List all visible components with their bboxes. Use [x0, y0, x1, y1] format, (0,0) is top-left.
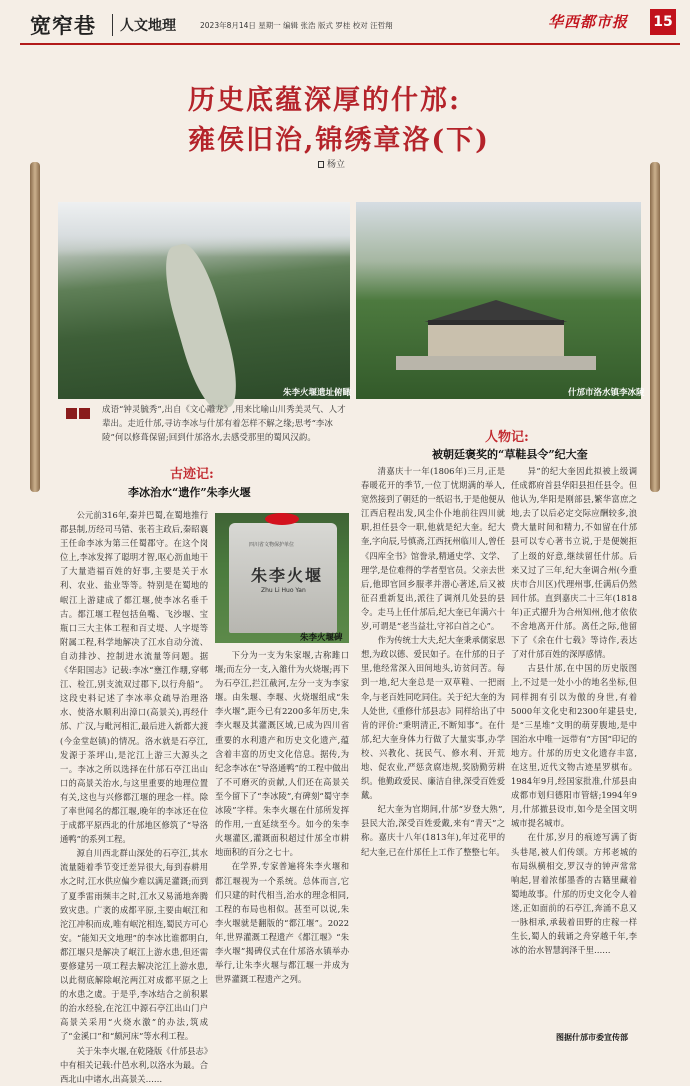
paper-name: 华西都市报	[548, 13, 629, 31]
photo-mist	[58, 202, 350, 257]
section-title-left: 李冰治水“遗作”朱李火堰	[128, 486, 251, 499]
caption-weir-aerial: 朱李火堰遗址俯瞰	[283, 388, 352, 398]
column-3-para-2: 作为传统士大夫,纪大奎秉承儒家思想,为政以德、爱民如子。在什邡的日子里,他经常深入田间地头,访贫问苦。每到一地,纪大奎总是一双草鞋、一把雨伞,与老百姓同吃同住。关于纪大奎的为人处世,《重修什邡县志》同样给出了中肯的评价:“秉明清正,不断知事”。在什邡,纪大奎身体力行做了大量实事,办学校、兴教化、抚民气、修水利、开荒地、促农业,严惩贪腐违规,奖励勤劳耕织。他勤政爱民、廉洁自律,深受百姓爱戴。	[361, 635, 505, 801]
intro-paragraph: 成语“钟灵毓秀”,出自《文心雕龙》,用来比喻山川秀美灵气、人才辈出。走近什邡,寻访李冰与什邡有着怎样不解之缘;思考“李冰陵”何以修葺保留;回到什邡洛水,去感受那里的蜀风汉韵。	[102, 405, 346, 443]
photo-li-bing-tomb	[356, 202, 641, 399]
column-2	[215, 648, 349, 1032]
column-4-para-3: 在什邡,岁月的痕迹写满了街头巷尾,被人们传颂。方邦老城的布局纵横相交,罗汉寺的钟声常常响起,冒着浓郁墨香的古籍里藏着蜀地故事。什邡的历史文化令人着迷,正如面前的石亭江,奔涌不息又一脉相承,承载着田野的庄稼一样生长,蜀人的载诵之舟穿越千年,李冰的治水智慧润泽千里……	[511, 832, 637, 956]
column-4-para-1: 异”的纪大奎因此拟被上级调任成都府首县华阳县担任县令。但他认为,华阳是刚部县,繁华富庶之地,去了以后必定交际应酬较多,浪费大量时间和精力,不如留在什邡县可以专心著书立说,于是便婉拒了上级的好意,继续留任什邡。后来又过了三年,纪大奎调合州(今重庆市合川区)代理州事,任满后仍然回什邡。直到嘉庆二十三年(1818年)正式擢升为合州知州,他才依依不舍地离开什邡。离任之际,他留下了《余在什七载》等诗作,表达了对什邡百姓的深厚感情。	[511, 466, 637, 660]
headline-line-2: 雍侯旧治,锦绣章洛(下)	[188, 125, 490, 156]
column-1-para-2: 源自川西北群山深处的石亭江,其水流量随着季节变迁差异很大,每到春耕用水之时,江水供应偏少难以满足灌溉;而到了夏季雷雨频丰之时,江水又易涌地奔腾致灾患。广袤的成都平原,主要由岷江和沱江冲积而成,唯有岷沱相连,蜀民方可心安。“能知天文地理”的李冰比谁都明白,都江堰只是解决了岷江上游水患,但还需要修建另一项工程去解决沱江上游水患,以此彻底解除岷沱两江对成都平原之上的水患之虞。于是乎,李冰结合之前积累的治水经验,在沱江中源石亭江出山门户高景关采用“火烧水激”的办法,筑成了“金溪口”和“颇河床”等水利工程。	[60, 848, 208, 1042]
column-2-para-1: 下分为一支为朱家堰,古称雎口堰;而左分一支,入雒什为火烧堰;再下为石亭江,拦江截河,左分一支为李家堰。由朱堰、李堰、火烧堰组成“朱李火堰”,距今已有2200多年历史,朱李火堰及其灌溉区域,已成为四川省重要的水利遗产和历史文化遗产,蕴含着丰富的历史文化信息。据传,为纪念李冰在“导洛通鸭”的工程中做出了不可磨灭的贡献,人们还在高景关至今留下了“李冰陵”,有碑刻“蜀守李冰陵”字样。朱李火堰在什邡所发挥的作用,一直延续至今。如今的朱李火堰灌区,灌溉面积超过什邡全市耕地面积的百分之七十。	[215, 650, 349, 858]
section-title-right: 被朝廷褒奖的“草鞋县令”纪大奎	[432, 448, 588, 461]
column-2-para-2: 在学界,专家普遍将朱李火堰和都江堰视为一个系统。总体而言,它们只建的时代相当,治水的理念相同,工程的布局也相似。甚至可以说,朱李火堰就是翻版的“都江堰”。2022年,世界灌溉工程遗产《都江堰》“朱李火堰”揭碑仪式在什邡洛水镇举办举行,让朱李火堰与都江堰一并成为世界灌溉工程遗产之列。	[215, 861, 349, 985]
photo-temple-body	[428, 320, 564, 356]
byline-author: 杨立	[327, 160, 346, 170]
headline-line-1: 历史底蕴深厚的什邡:	[188, 85, 461, 116]
issue-info: 2023年8月14日 星期一 编辑 张浩 版式 罗桂 校对 汪哲翔	[200, 21, 393, 30]
photo-river	[155, 239, 246, 415]
column-4-para-2: 古县什邡,在中国的历史版图上,不过是一处小小的地名坐标,但同样拥有引以为傲的身世,有着5000年文化史和2300年建县史,是“三星堆”文明的萌芽腹地,是中国治水中唯一远带有“方国”印记的地方。什邡的历史文化遗存丰富,在这里,近代文物古迹星罗棋布。1984年9月,经国家批准,什邡县由成都市划归德阳市管辖;1994年9月,什邡撤县设市,如今是全国文明城市提名城市。	[511, 663, 637, 829]
masthead	[0, 0, 690, 52]
byline-box-icon	[318, 161, 324, 168]
scroll-rod-left	[30, 162, 40, 492]
stone-slab	[229, 523, 337, 633]
column-3	[361, 464, 505, 1032]
page-number: 15	[650, 9, 676, 35]
scroll-rod-right	[650, 162, 660, 492]
column-3-para-3: 纪大奎为官期间,什邡“岁登大熟”,县民大治,深受百姓爱戴,来有“青天”之称。嘉庆十八年(1813年),年过花甲的纪大奎,已在什邡任上工作了整整七年。	[361, 804, 505, 857]
photo-stone-tablet	[215, 513, 349, 643]
stone-pinyin: Zhu Li Huo Yan	[261, 587, 306, 594]
column-4	[511, 464, 637, 1030]
stone-text: 朱李火堰	[251, 566, 324, 585]
column-1	[60, 508, 208, 1084]
section-label-right: 人物记:	[485, 430, 529, 445]
byline	[318, 157, 345, 170]
column-1-para-3: 关于朱李火堰,在乾隆版《什邡县志》中有相关记载:什邑水利,以洛水为最。合西北山中诸水,出高景关……	[60, 1045, 208, 1084]
section-name: 宽窄巷	[30, 13, 96, 38]
section-label-left: 古迹记:	[170, 467, 214, 482]
photo-temple-base	[396, 356, 596, 370]
photo-weir-aerial	[58, 202, 350, 399]
quote-marks-icon	[66, 404, 94, 418]
column-1-para-1: 公元前316年,秦并巴蜀,在蜀地推行郡县制,历经司马错、张若主政后,秦昭襄王任命李冰为第三任蜀郡守。在这个岗位上,李冰发挥了聪明才智,呕心沥血地干了大量造福百姓的好事,主要是关于水利、农业、盐业等等。特别是在蜀地的岷江上游建成了都江堰,使李冰名垂千古。都江堰工程包括鱼嘴、飞沙堰、宝瓶口三大主体工程和百丈堤、人字堤等附属工程,科学地解决了江水自动分流、自动排沙、控制进水流量等问题。据《华阳国志》记载:李冰“壅江作堋,穿郫江、检江,别支流双过郡下,以行舟船”。这段史料记述了李冰率众疏导治理洛水、使洛水顺利出漳口(高景关),再经什邡、广汉,与毗河相汇,最后进入新都大渡(今金堂赵镇)的情况。洛水就是石亭江,发源于茶坪山,是沱江上游三大源头之一。李冰之所以选择在什邡石亭江出山口的高景关治水,与这里重要的地理位置有关,这也与兴修都江堰的理念一样。除了率世闻名的都江堰,晚年的李冰还在位于成都平原西北的什邡地区修筑了“导洛通鸭”的系列工程。	[60, 510, 208, 845]
stone-flower	[265, 513, 299, 525]
stone-top-text: 四川省文物保护单位	[249, 542, 295, 548]
section-subtitle: 人文地理	[120, 18, 176, 34]
top-rule	[20, 43, 680, 45]
section-divider	[112, 14, 113, 36]
caption-stone: 朱李火堰碑	[300, 633, 343, 643]
photo-temple-roof	[411, 300, 581, 322]
caption-li-bing-tomb: 什邡市洛水镇李冰陵	[568, 388, 645, 398]
photo-credit: 图据什邡市委宣传部	[556, 1032, 628, 1042]
column-3-para-1: 清嘉庆十一年(1806年)三月,正是春暖花开的季节,一位丁忧期满的举人,宽然接到了朝廷的一纸诏书,于是他便从江西启程出发,风尘仆仆地前往四川就职,担任县令一职,他就是纪大奎。纪大奎,字向辰,号慎斋,江西抚州临川人,曾任《四库全书》馆誊录,精通史学、文学、理学,是位难得的学者型官员。父亲去世后,他即官回乡服孝并潜心著述,后又被征召重新复出,派往了调剂几处县的县令。走马上任什邡后,纪大奎已年满六十岁,可谓是“老当益壮,守祁白首之心”。	[361, 466, 505, 632]
